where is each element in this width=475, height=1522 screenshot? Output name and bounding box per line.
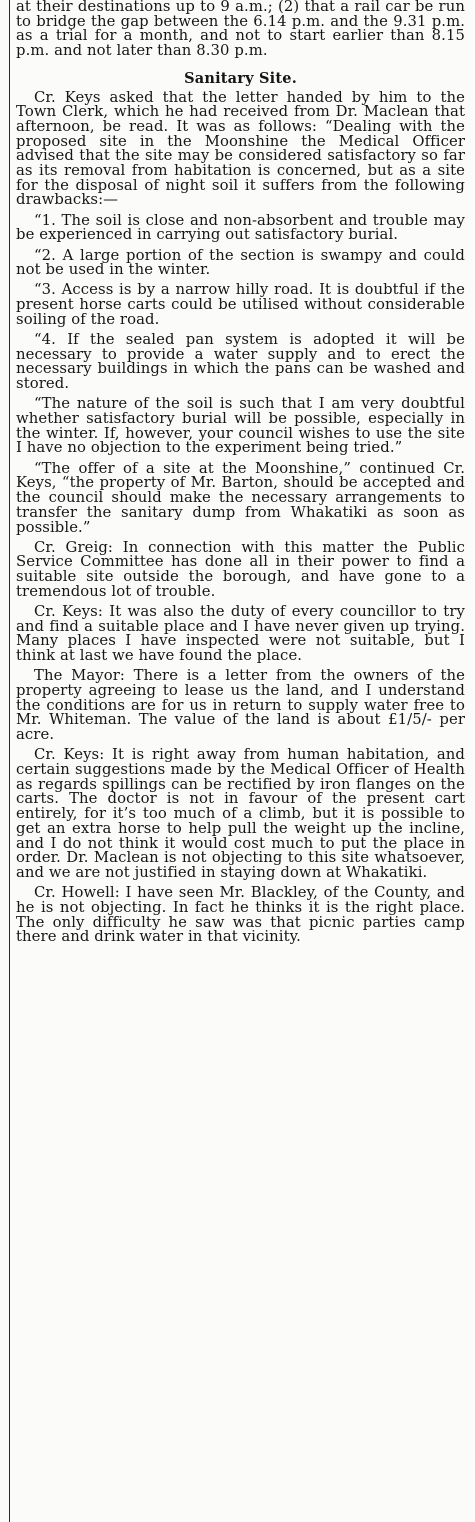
paragraph-drawback-3: “3. Access is by a narrow hilly road. It is doubtful if the present horse carts could be utilised without considerable soiling of the road.	[16, 281, 465, 328]
paragraph-mayor: The Mayor: There is a letter from the owners of the property agreeing to lease us the land, and I understand the conditions are for us in return to supply water free to Mr. Whiteman. The value of the land is about £1/5/- per acre.	[16, 667, 465, 744]
intro-paragraph: at their destinations up to 9 a.m.; (2) that a rail car be run to bridge the gap between the 6.14 p.m. and the 9.31 p.m. as a trial for a month, and not to start earlier than 8.15 p.m. and not later than 8.30 p.m.	[16, 0, 465, 60]
paragraph-soil-nature: “The nature of the soil is such that I am very doubtful whether satisfactory burial will be possible, especially in the winter. If, however, your council wishes to use the site I have no objection to the experiment being tried.”	[16, 395, 465, 457]
paragraph-drawback-2: “2. A large portion of the section is swampy and could not be used in the winter.	[16, 246, 465, 279]
column-rule	[9, 0, 10, 1522]
paragraph-keys-habitation: Cr. Keys: It is right away from human habitation, and certain suggestions made by the Medical Officer of Health as regards spillings can be rectified by iron flanges on the carts. The doctor is not in favour of the present cart entirely, for it’s too much of a climb, but it is possible to get an extra horse to help pull the weight up the incline, and I do not think it would cost much to put the place in order. Dr. Maclean is not objecting to this site whatsoever, and we are not justified in staying down at Whakatiki.	[16, 746, 465, 881]
section-heading: Sanitary Site.	[184, 69, 297, 87]
paragraph-moonshine-offer: “The offer of a site at the Moonshine,” continued Cr. Keys, “the property of Mr. Barton, should be accepted and the council should make the necessary arrangements to transfer the sanitary dump from Whakatiki as soon as possible.”	[16, 459, 465, 536]
paragraph-keys-duty: Cr. Keys: It was also the duty of every councillor to try and find a suitable place and I have never given up trying. Many places I have inspected were not suitable, but I think at last we have found the place.	[16, 603, 465, 665]
paragraph-drawback-4: “4. If the sealed pan system is adopted it will be necessary to provide a water supply and to erect the necessary buildings in which the pans can be washed and stored.	[16, 331, 465, 393]
paragraph-greig: Cr. Greig: In connection with this matter the Public Service Committee has done all in their power to find a suitable site outside the borough, and have gone to a tremendous lot of trouble.	[16, 538, 465, 600]
paragraph-drawback-1: “1. The soil is close and non-absorbent and trouble may be experienced in carrying out satisfactory burial.	[16, 211, 465, 244]
paragraph-keys-letter: Cr. Keys asked that the letter handed by him to the Town Clerk, which he had received from Dr. Maclean that afternoon, be read. It was as follows: “Dealing with the proposed site in the Moonshine the Medical Officer advised that the site may be considered satisfactory so far as its removal from habitation is concerned, but as a site for the disposal of night soil it suffers from the following drawbacks:—	[16, 88, 465, 209]
paragraph-howell: Cr. Howell: I have seen Mr. Blackley, of the County, and he is not objecting. In fact he thinks it is the right place. The only difficulty he saw was that picnic parties camp there and drink water in that vicinity.	[16, 884, 465, 946]
article-column	[16, 0, 465, 950]
